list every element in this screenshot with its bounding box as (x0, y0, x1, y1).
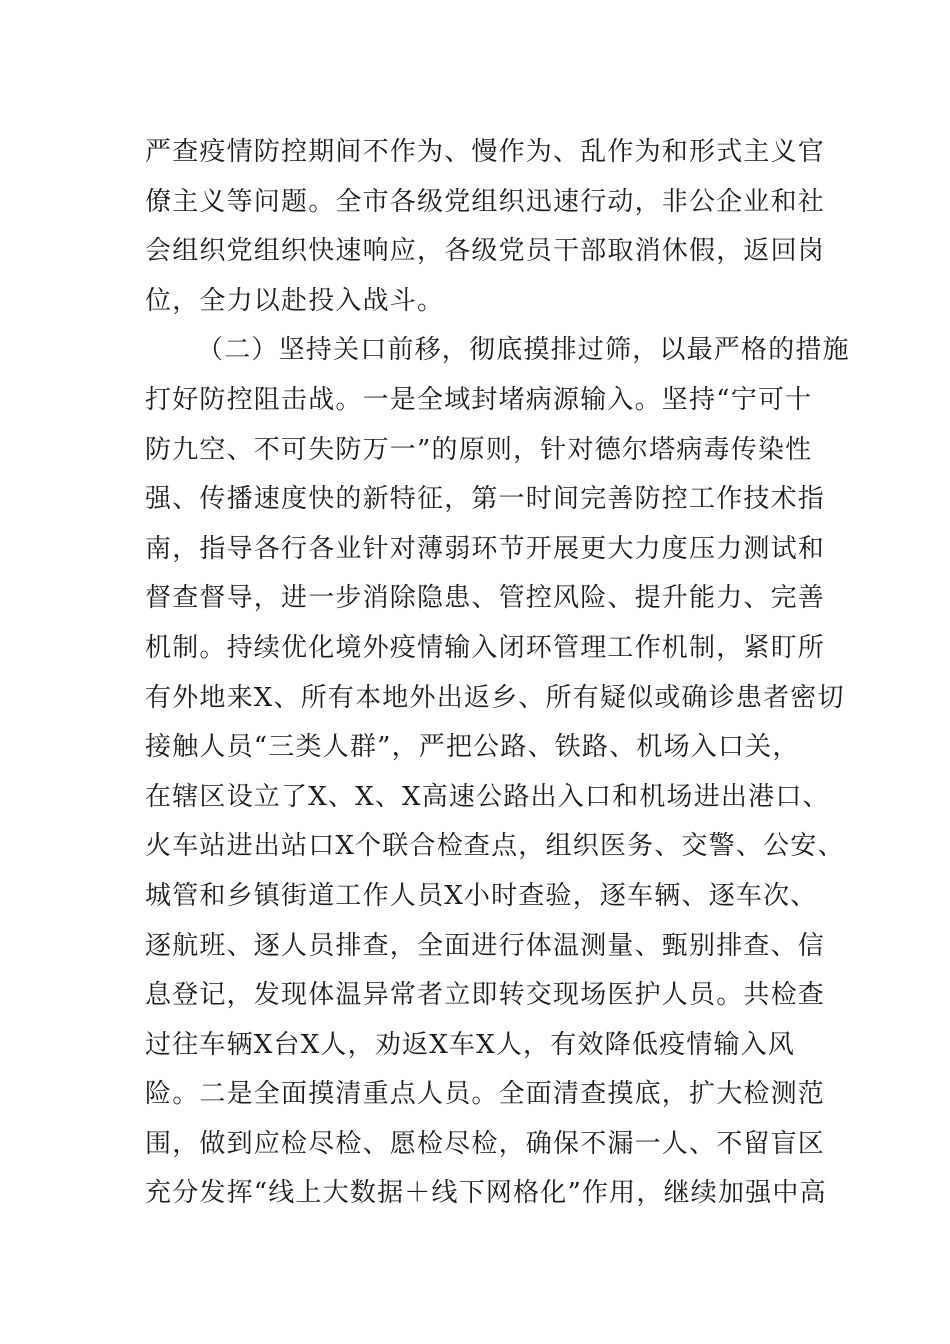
text-line: 在辖区设立了X、X、X高速公路出入口和机场进出港口、 (145, 781, 830, 812)
text-line: 逐航班、逐人员排查，全面进行体温测量、甄别排查、信 (145, 930, 826, 961)
text-line: 险。二是全面摸清重点人员。全面清查摸底，扩大检测范 (145, 1079, 826, 1110)
text-line: 机制。持续优化境外疫情输入闭环管理工作机制，紧盯所 (145, 632, 826, 663)
text-line: 火车站进出站口X个联合检查点，组织医务、交警、公安、 (145, 831, 845, 862)
document-body (145, 128, 850, 1219)
text-line: 防九空、不可失防万一”的原则，针对德尔塔病毒传染性 (145, 434, 813, 465)
paragraph-start-line: （二）坚持关口前移，彻底摸排过筛，以最严格的措施 (197, 335, 850, 366)
text-line: 严查疫情防控期间不作为、慢作为、乱作为和形式主义官 (145, 137, 826, 167)
text-line: 息登记，发现体温异常者立即转交现场医护人员。共检查 (145, 980, 826, 1011)
text-line: 充分发挥“线上大数据＋线下网格化”作用，继续加强中高 (145, 1178, 827, 1209)
text-line: 南，指导各行各业针对薄弱环节开展更大力度压力测试和 (145, 533, 826, 564)
text-line: 有外地来X、所有本地外出返乡、所有疑似或确诊患者密切 (145, 682, 845, 713)
text-line: 接触人员“三类人群”，严把公路、铁路、机场入口关， (145, 732, 800, 763)
text-line: 城管和乡镇街道工作人员X小时查验，逐车辆、逐车次、 (145, 880, 818, 911)
text-line: 过往车辆X台X人，劝返X车X人，有效降低疫情输入风 (145, 1029, 796, 1060)
text-line: 位，全力以赴投入战斗。 (145, 285, 445, 316)
text-line: 强、传播速度快的新特征，第一时间完善防控工作技术指 (145, 484, 826, 515)
text-line: 督查督导，进一步消除隐患、管控风险、提升能力、完善 (145, 583, 826, 614)
text-line: 僚主义等问题。全市各级党组织迅速行动，非公企业和社 (145, 186, 826, 217)
text-line: 围，做到应检尽检、愿检尽检，确保不漏一人、不留盲区 (145, 1128, 826, 1159)
text-line: 会组织党组织快速响应，各级党员干部取消休假，返回岗 (145, 236, 826, 267)
text-line: 打好防控阻击战。一是全域封堵病源输入。坚持“宁可十 (145, 384, 813, 415)
